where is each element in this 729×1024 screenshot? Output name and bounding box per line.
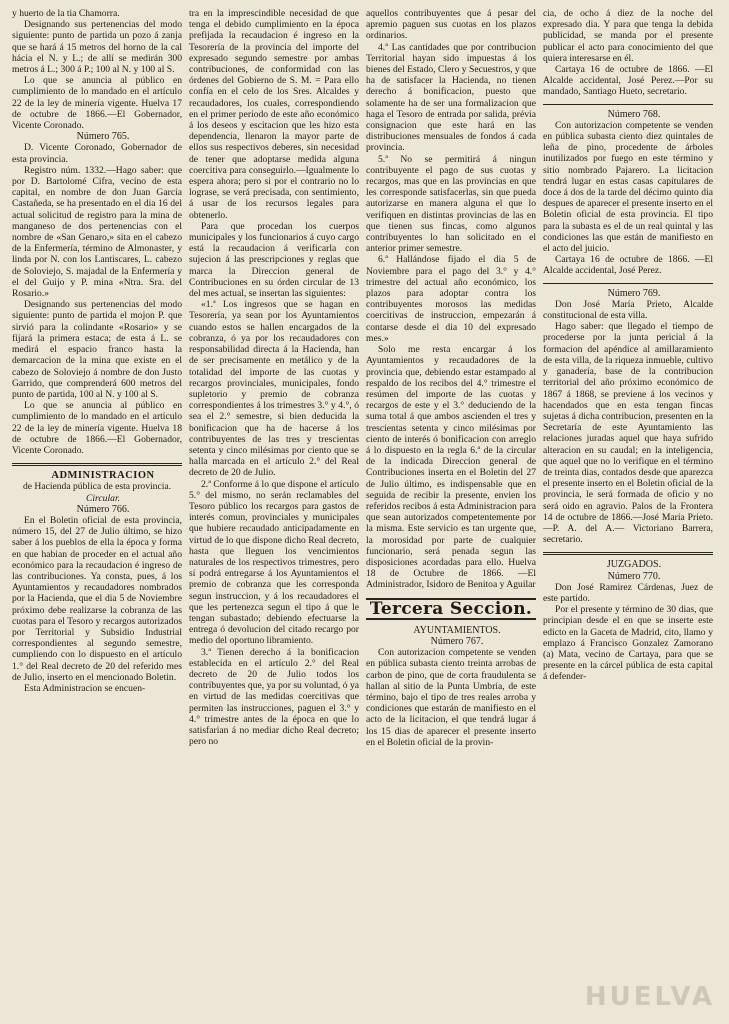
divider bbox=[543, 283, 713, 284]
paragraph: Para que procedan los cuerpos municipales y los funcionarios á cuyo cargo está la recaudacion á verificarla con sujecion á las prescripciones y reglas que marca la Direccion general de Contribuciones en su órden circular de 13 del mes actual, se insertan las siguientes: bbox=[189, 220, 359, 300]
column-2 bbox=[189, 8, 359, 1024]
column-4 bbox=[543, 8, 713, 1024]
paragraph: En el Boletin oficial de esta provincia, número 15, del 27 de Julio último, se hizo saber á los pueblos de ella la época y forma en que habian de proceder en el actual año económico para la recaudacion é ingreso de las contribuciones. Ya consta, pues, á los Ayuntamientos y recaudadores nombrados por la Hacienda, que el dia 5 de Noviembre próximo debe realizarse la cobranza de las cuotas para el Tesoro y recargos autorizados por Territorial y Subsidio Industrial correspondientes al segundo semestre, cumpliendo con lo dispuesto en el artículo 1.° del Real decreto de 20 del referido mes de Julio, inserto en el mencionado Boletin. bbox=[12, 514, 182, 683]
section-banner: Tercera Seccion. bbox=[366, 598, 536, 620]
paragraph: aquellos contribuyentes que á pesar del apremio paguen sus cuotas en los plazos ordinarios. bbox=[366, 8, 536, 42]
divider bbox=[543, 552, 713, 555]
paragraph: y huerto de la tia Chamorra. bbox=[12, 8, 120, 19]
column-1 bbox=[12, 8, 182, 1024]
watermark-logo: HUELVA bbox=[584, 982, 715, 1012]
paragraph: 3.ª Tienen derecho á la bonificacion establecida en el artículo 2.° del Real decreto de 20 de Julio todos los contribuyentes que, ya por su voluntad, ó ya en virtud de las medidas coercitivas que permiten las instrucciones, paguen el 3.° y 4.° trimestre antes de la época en que lo satisfarian á no mediar dicho Real decreto; pero no bbox=[189, 646, 359, 748]
notice-number: Número 769. bbox=[607, 287, 661, 299]
notice-number: Número 770. bbox=[607, 570, 661, 582]
notice-number: Número 768. bbox=[607, 108, 661, 120]
paragraph: Con autorizacion competente se venden en pública subasta ciento treinta arrobas de carbon de pino, que de corta fraudulenta se hallan al sitio de la Punta Umbría, de este término, bajo el tipo de tres reales arroba y condiciones que estarán de manifiesto en el acto de la licitacion, el que tendrá lugar á los 15 dias de aparecer el presente inserto en el Boletin oficial de la provin- bbox=[366, 647, 536, 748]
paragraph: Designando sus pertenencias del modo siguiente: punto de partida un pozo á zanja que se hará á 15 metros del horno de la cal hácia el N. y L.; de allí se medirán 300 metros á L.; 300 á P.; 100 al N. y 100 al S. bbox=[12, 19, 182, 76]
circular-label: Circular. bbox=[85, 492, 121, 504]
section-subtitle: de Hacienda pública de esta provincia. bbox=[22, 481, 172, 493]
notice-number: Número 765. bbox=[76, 131, 130, 143]
paragraph: cia, de ocho á diez de la noche del expresado dia. Y para que tenga la debida publicidad, se manda por el presente publicar el acto para conocimiento del que quiera interesarse en él. bbox=[543, 8, 713, 64]
paragraph: Don José María Prieto, Alcalde constitucional de esta villa. bbox=[543, 298, 713, 322]
paragraph: 2.ª Conforme á lo que dispone el artículo 5.° del mismo, no serán reclamables del Tesoro público los recargos para gastos de interés comun, provinciales y municipales que hubiere recaudado anticipadamente en virtud de lo que dispone dicho Real decreto, hasta que lleguen los vencimientos naturales de los respectivos trimestres, pero sí podrá entregarse á los Ayuntamientos el premio de cobranza que les corresponda segun instruccion, y á los recaudadores el que les pertenezca segun el tipo á que le tengan subastado; debiendo efectuarse la entrega ó devolucion del citado recargo por medio del oportuno libramiento. bbox=[189, 478, 359, 647]
paragraph: Lo que se anuncia al público en cumplimiento de lo mandado en el artículo 22 de la ley de minería vigente. Huelva 17 de octubre de 1866.—El Gobernador, Vicente Coronado. bbox=[12, 75, 182, 132]
column-3 bbox=[366, 8, 536, 1024]
paragraph: 5.ª No se permitirá á ningun contribuyente el pago de sus cuotas y recargos, mas que en las provincias en que les corresponde satisfacerlas, sin que pueda autorizarse en manera alguna el que lo verifiquen en distintas provincias de las en que tienen sus fincas, como algunos contribuyentes lo han solicitado en el anterior primer semestre. bbox=[366, 153, 536, 255]
section-title: AYUNTAMIENTOS. bbox=[413, 624, 501, 636]
paragraph: Esta Administracion se encuen- bbox=[24, 682, 146, 694]
paragraph: Con autorizacion competente se venden en pública subasta ciento diez quintales de leña de pino, procedente de árboles inutilizados por fuego en este término y sitio nombrado Pajarero. La licitacion tendrá lugar en estas casas capitulares de doce á dos de la tarde del décimo quinto dia despues de aparecer el presente inserto en el Boletin oficial de esta provincia. El tipo para la subasta es el de un real quintal y las condiciones las que están de manifiesto en el acto del juicio. bbox=[543, 119, 713, 255]
paragraph: tra en la imprescindible necesidad de que tenga el debido cumplimiento en la época prefijada la recaudacion é ingreso en la Tesorería de la provincia del importe del expresado segundo semestre por ambas contribuciones, de conformidad con las órdenes del Gobierno de S. M. = Para ello confía en el celo de los Sres. Alcaldes y recaudadores, los cuales, correspondiendo en el primer período de este año económico á los deseos y escitacion que les hizo esta dependencia, llenaron la mayor parte de ellos sus respectivos deberes, sin necesidad de tener que adoptarse medida alguna coercitiva para conseguirlo.—Igualmente lo espera ahora; pero si por el contrario no lo lograse, se verá precisada, con sentimiento, á usar de los recursos legales para obtenerlo. bbox=[189, 8, 359, 221]
paragraph: 6.ª Hallándose fijado el dia 5 de Noviembre para el pago del 3.° y 4.° trimestre del actual año económico, los plazos para adoptar contra los contribuyentes morosos las medidas coercitivas de instruccion, empezarán á contarse desde el dia 10 del expresado mes.» bbox=[366, 254, 536, 344]
paragraph: Don José Ramirez Cárdenas, Juez de este partido. bbox=[543, 581, 713, 604]
notice-number: Número 767. bbox=[430, 635, 484, 647]
paragraph: Lo que se anuncia al público en cumplimiento de lo mandado en el artículo 22 de la ley de minería vigente. Huelva 18 de octubre de 1866.—El Gobernador, Vicente Coronado. bbox=[12, 400, 182, 456]
divider bbox=[543, 104, 713, 105]
section-title: JUZGADOS. bbox=[606, 559, 662, 571]
paragraph: «1.ª Los ingresos que se hagan en Tesorería, ya sean por los Ayuntamientos cuando estos se hallen encargados de la cobranza, ó ya por los recaudadores con responsabilidad directa á la Hacienda, han de ser precisamente en metálico y de la totalidad del importe de las cuotas y recargos provinciales, municipales, fondo supletorio y premio de cobranza correspondientes á los trimestres 3.° y 4.°, ó sea el 2.° semestre, si bien deducida la bonificacion que ha de hacerse á los contribuyentes de las tres y trescientas setenta y cinco milésimas por ciento que se halla marcada en el artículo 2.° del Real decreto de 20 de Julio. bbox=[189, 299, 359, 479]
paragraph: Cartaya 16 de octubre de 1866. —El Alcalde accidental, José Perez. bbox=[543, 254, 713, 277]
paragraph: Hago saber: que llegado el tiempo de procederse por la junta pericial á la formacion del apéndice al amillaramiento de esta villa, de la riqueza inmueble, cultivo y ganadería, base de la contribucion territorial del año próximo económico de 1867 á 1868, se previene á los vecinos y hacendados que en esta tengan fincas sujetas á dicha contribucion, presenten en la Secretaría de este Ayuntamiento las relaciones juradas aquel que haya sufrido alteracion en su caudal; en la inteligencia, que aquel que no lo verifique en el término de treinta dias, contados desde que aparezca el presente inserto en el Boletin oficial de la provincia, le será formada de oficio y no será oido en agravio. Palos de la Frontera 14 de octubre de 1866.—José María Prieto.—P. A. del A.— Victoriano Barrera, secretario. bbox=[543, 321, 713, 546]
paragraph: Cartaya 16 de octubre de 1866. —El Alcalde accidental, José Perez.—Por su mandado, Santiago Hueto, secretario. bbox=[543, 64, 713, 98]
paragraph: Solo me resta encargar á los Ayuntamientos y recaudadores de la provincia que, debiendo estar estampado al respaldo de los recibos del 4.° trimestre el resúmen del importe de las cuotas y recargos de este y el 3.° deduciendo de la suma total á que ambos ascienden el tres y trescientas setenta y cinco milésimas por ciento de interés ó bonificacion con arreglo á lo dispuesto en la regla 6.ª de la circular de la indicada Direccion general de Contribuciones inserta en el Boletin del 27 de Julio último, es indispensable que en seguida de recibir la presente, envien los referidos recibos á esta Administracion para que sean autorizados competentemente por la misma. Este servicio es tan urgente que, la morosidad por parte de cualquier funcionario, será penada segun las disposiciones acordadas para ello. Huelva 18 de Octubre de 1866. —El Administrador, Isidoro de Benitoa y Aguilar bbox=[366, 344, 536, 591]
paragraph: 4.ª Las cantidades que por contribucion Territorial hayan sido impuestas á los bienes del Estado, Clero y Secuestros, y que ha de satisfacer la Hacienda, no tienen derecho á bonificacion, puesto que solamente ha de ser una formalizacion que haga el Tesoro de entrada por salida, prévia consignacion que este hará en las distribuciones mensuales de fondos á cada provincia. bbox=[366, 41, 536, 154]
paragraph: Registro núm. 1332.—Hago saber: que por D. Bartolomé Cifra, vecino de esta capital, en nombre de don Juan García Castañeda, se ha presentado en el dia 16 del actual solicitud de registro para la mina de manganeso de dos pertenencias con el nombre de «San Genaro,» sita en el cabezo de la Enfermería, término de Almonaster, y linda por N. con los Lantiscares, L. cabezo de Soloviejo, S. majadal de la Enfermería y el del Guijo y P. mina «Ntra. Sra. del Rosario.» bbox=[12, 164, 182, 300]
paragraph: D. Vicente Coronado, Gobernador de esta provincia. bbox=[12, 142, 182, 165]
section-title: ADMINISTRACION bbox=[51, 470, 155, 482]
paragraph: Por el presente y término de 30 dias, que principian desde el en que se inserte este edicto en la Gaceta de Madrid, cito, llamo y emplazo á Francisco Gonzalez Zamorano (a) Mata, vecino de Cartaya, para que se presente en la cárcel pública de esta capital á defender- bbox=[543, 604, 713, 683]
notice-number: Número 766. bbox=[76, 503, 130, 515]
paragraph: Designando sus pertenencias del modo siguiente: punto de partida el mojon P. que sirvió para la colindante «Rosario» y se fijará la primera estaca; de esta á L. se medirá el espacio franco hasta la demarcacion de la mina que existe en el cabezo de Soloviejo á nombre de don Justo Garrido, que comprenderá 600 metros del punto de partida, 100 al N. y 100 al S. bbox=[12, 299, 182, 400]
divider bbox=[12, 463, 182, 466]
